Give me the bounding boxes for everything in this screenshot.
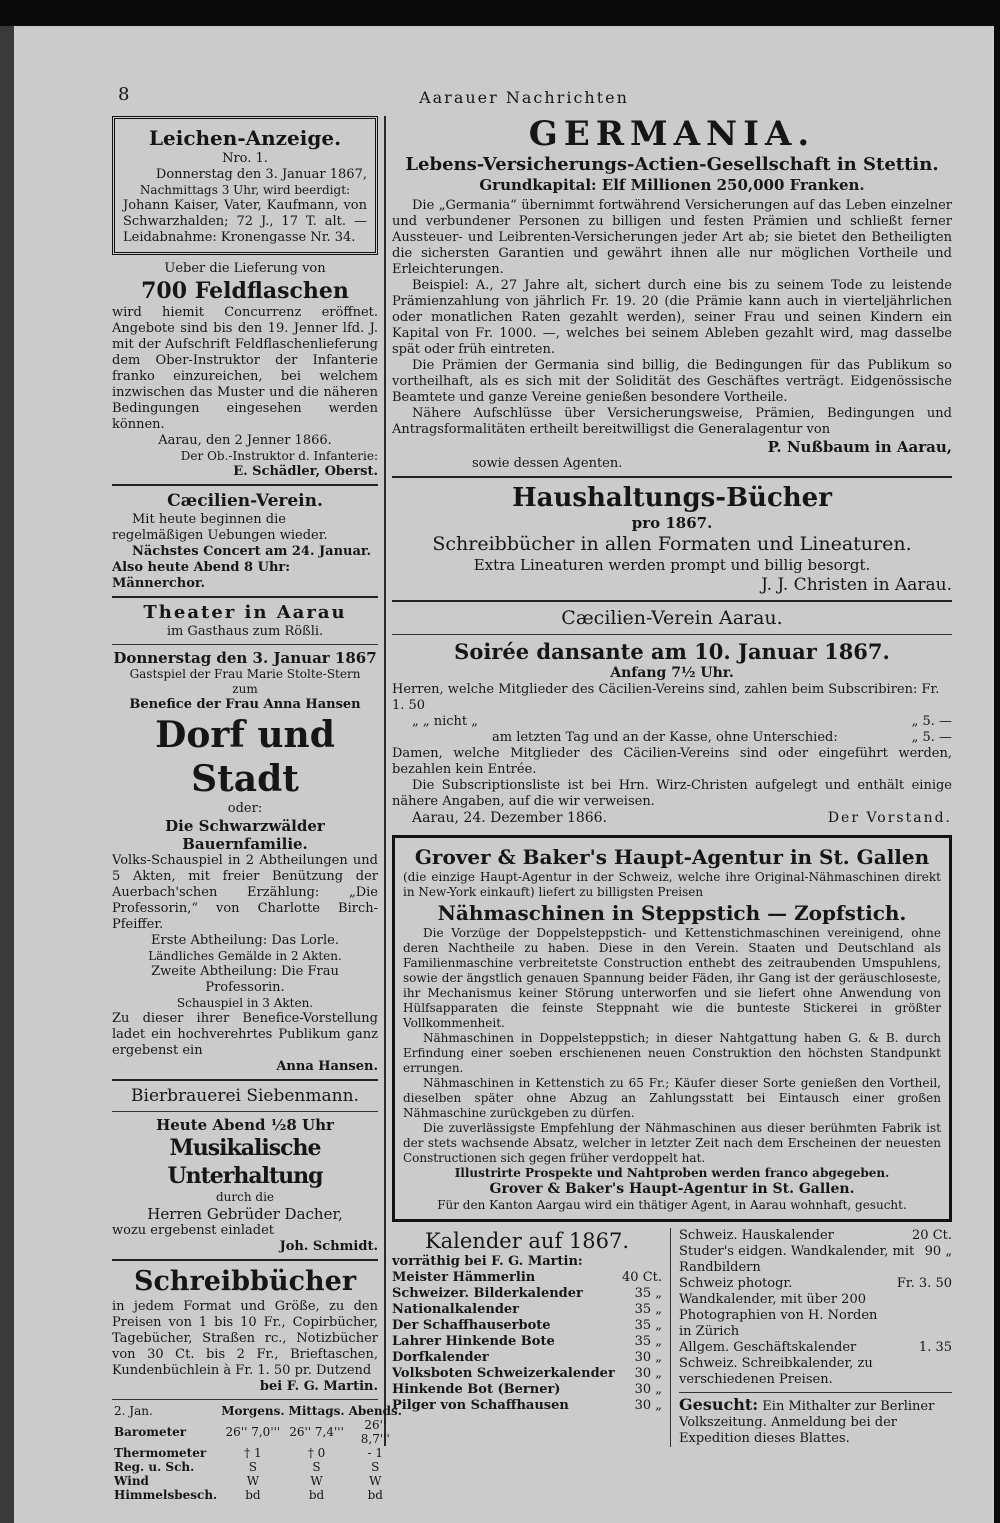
- weather-cell: S: [312, 1460, 321, 1474]
- germania-para-4: Nähere Aufschlüsse über Versicherungsweise, Prämien, Bedingungen und Antragsformalitäten ertheilt bereitwilligst die Generalagentur von: [392, 406, 952, 437]
- books-title: Schreibbücher: [133, 1266, 357, 1297]
- books-signature: bei F. G. Martin.: [259, 1379, 378, 1394]
- funeral-title: Leichen-Anzeige.: [148, 126, 342, 150]
- weather-row: [112, 1418, 404, 1446]
- calendar-item-name: Nationalkalender: [392, 1302, 520, 1317]
- theater-subtitle: im Gasthaus zum Rößli.: [166, 624, 324, 639]
- soiree-title: Soirée dansante am 10. Januar 1867.: [454, 639, 890, 664]
- weather-cell: W: [310, 1474, 323, 1488]
- grover-para-1: Die Vorzüge der Doppelsteppstich- und Kettenstichmaschinen vereinigend, ohne deren Nachtheile zu haben. Diese in den Verein. Staaten und Deutschland als Familienmaschine verbreitetste Construction enthebt des zeitraubenden Umspuhlens, sowie der ängstlich genauen Spannung beider Fäden, ihr Gang ist der geräuschloseste, ihr Mechanismus keiner Störung unterworfen und sie liefert ohne Anwendung von Hülfsapparaten die feinste Steppnaht wie die bunteste Stickerei in größter Vollkommenheit.: [403, 926, 941, 1030]
- funeral-notice: [112, 116, 378, 255]
- soiree-start: Anfang 7½ Uhr.: [610, 665, 734, 681]
- soiree-row-2: [392, 714, 952, 730]
- divider: [392, 634, 952, 635]
- wanted-text: Ein Mithalter zur Berliner Volkszeitung. Anmeldung bei der Expedition dieses Blattes.: [679, 1399, 935, 1446]
- germania-para-1: Die „Germania“ übernimmt fortwährend Versicherungen auf das Leben einzelner und verbundener Personen zu billigen und festen Prämien und schließt ferner Aussteuer- und Leibrenten-Versicherungen jeder Art ab; sie bietet den Betheiligten die sichersten Garantien und gewährt ihnen alle nur möglichen Vortheile und Erleichterungen.: [392, 198, 952, 277]
- right-column: [392, 114, 952, 1454]
- calendar-item-price: 40 Ct.: [622, 1270, 662, 1285]
- calendar-item-price: 30 „: [634, 1398, 662, 1413]
- page-number: 8: [118, 84, 130, 105]
- soiree-date: Aarau, 24. Dezember 1866.: [412, 810, 608, 826]
- calendar-item-name: Der Schaffhauserbote: [392, 1318, 551, 1333]
- calendar-item: [392, 1270, 662, 1286]
- weather-header: 2. Jan.: [114, 1404, 153, 1418]
- weather-cell: 26'' 8,7''': [360, 1418, 390, 1446]
- grover-intro: (die einzige Haupt-Agentur in der Schweiz, welche ihre Original-Nähmaschinen direkt in New-York einkauft) liefert zu billigsten Preisen: [403, 870, 941, 899]
- divider: [112, 1259, 378, 1261]
- calendar-item-price: 30 „: [634, 1366, 662, 1381]
- column-divider: [670, 1228, 671, 1447]
- calendar-item-price: Fr. 3. 50: [896, 1276, 952, 1291]
- divider: [679, 1392, 952, 1393]
- calendar-item: [679, 1244, 952, 1276]
- divider: [392, 476, 952, 478]
- theater-title: Theater in Aarau: [143, 602, 347, 623]
- brewery-title: Bierbrauerei Siebenmann.: [131, 1086, 359, 1106]
- calendar-item-name: Meister Hämmerlin: [392, 1270, 536, 1285]
- germania-signature: P. Nußbaum in Aarau,: [767, 438, 952, 456]
- soiree-row-3: [392, 730, 952, 746]
- calendar-item-name: Dorfkalender: [392, 1350, 489, 1365]
- soiree-row-3-price: „ 5. —: [911, 730, 952, 745]
- brewery-event: Musikalische Unterhaltung: [167, 1135, 323, 1189]
- calendar-item-name: Schweiz. Schreibkalender, zu verschiedenen Preisen.: [679, 1356, 873, 1387]
- column-divider: [384, 116, 386, 1446]
- germania-subtitle: Lebens-Versicherungs-Actien-Gesellschaft in Stettin.: [405, 154, 939, 175]
- calendar-item: [679, 1228, 952, 1244]
- theater-act-2: Zweite Abtheilung: Die Frau Professorin.: [151, 964, 339, 995]
- calendar-right: [679, 1228, 952, 1447]
- soiree-organizer: Cæcilien-Verein Aarau.: [561, 607, 783, 629]
- grover-para-4: Die zuverlässigste Empfehlung der Nähmaschinen aus dieser berühmten Fabrik ist der stets wachsende Absatz, welcher in letzter Zeit nach dem Erscheinen der neuesten Constructionen sich gegen früher verdoppelt hat.: [403, 1121, 941, 1165]
- divider: [112, 596, 378, 598]
- theater-date: Donnerstag den 3. Januar 1867: [113, 649, 377, 667]
- grover-title: Grover & Baker's Haupt-Agentur in St. Gallen: [414, 845, 930, 869]
- household-line-1: Schreibbücher in allen Formaten und Lineaturen.: [432, 533, 912, 555]
- caecilia-line-1: Mit heute beginnen die regelmäßigen Uebungen wieder.: [112, 512, 328, 543]
- theater-act-2-sub: Schauspiel in 3 Akten.: [176, 996, 314, 1010]
- divider: [112, 1111, 378, 1112]
- weather-cell: † 1: [244, 1446, 262, 1460]
- caecilia-title: Cæcilien-Verein.: [167, 491, 323, 511]
- theater-alt-title: Die Schwarzwälder Bauernfamilie.: [165, 817, 325, 853]
- weather-row: [112, 1474, 404, 1488]
- caecilia-line-2: Nächstes Concert am 24. Januar.: [132, 544, 372, 559]
- calendar-item-name: Schweiz photogr. Wandkalender, mit über 200 Photographien von H. Norden in Zürich: [679, 1276, 878, 1339]
- household-title: Haushaltungs-Bücher: [512, 483, 832, 513]
- calendar-item: [679, 1276, 952, 1340]
- weather-cell: Thermometer: [114, 1446, 207, 1460]
- weather-row: [112, 1460, 404, 1474]
- soiree-signature: Der Vorstand.: [827, 810, 952, 826]
- soiree-row-5: Die Subscriptionsliste ist bei Hrn. Wirz-Christen aufgelegt und enthält einige nähere Angaben, auf die wir verweisen.: [392, 778, 952, 809]
- calendar-item-name: Pilger von Schaffhausen: [392, 1398, 569, 1413]
- funeral-date: Donnerstag den 3. Januar 1867,: [155, 167, 367, 182]
- calendar-item-price: 30 „: [634, 1350, 662, 1365]
- germania-capital: Grundkapital: Elf Millionen 250,000 Franken.: [479, 176, 865, 194]
- weather-table: [112, 1404, 404, 1502]
- soiree-row-2-label: „ „ nicht „: [412, 714, 479, 729]
- theater-act-1: Erste Abtheilung: Das Lorle.: [151, 933, 339, 948]
- brewery-invite: wozu ergebenst einladet: [112, 1223, 275, 1238]
- calendar-item-name: Schweizer. Bilderkalender: [392, 1286, 583, 1301]
- calendar-item-name: Lahrer Hinkende Bote: [392, 1334, 555, 1349]
- calendar-item-name: Hinkende Bot (Berner): [392, 1382, 561, 1397]
- brewery-performers: Herren Gebrüder Dacher,: [147, 1205, 343, 1223]
- grover-para-2: Nähmaschinen in Doppelsteppstich; in dieser Nahtgattung haben G. & B. durch Erfindung einer soeben erschienenen neuen Construktion den höchsten Standpunkt errungen.: [403, 1031, 941, 1075]
- weather-cell: bd: [245, 1488, 261, 1502]
- calendar-list: [392, 1270, 662, 1414]
- calendar-item-name: Studer's eidgen. Wandkalender, mit Randbildern: [679, 1244, 915, 1275]
- weather-cell: W: [369, 1474, 382, 1488]
- calendar-item: [392, 1302, 662, 1318]
- weather-cell: Himmelsbesch.: [114, 1488, 218, 1502]
- grover-para-5: Illustrirte Prospekte und Nahtproben werden franco abgegeben.: [454, 1166, 890, 1180]
- household-signature: J. J. Christen in Aarau.: [761, 575, 952, 595]
- soiree-row-3-label: am letzten Tag und an der Kasse, ohne Unterschied:: [492, 730, 838, 745]
- weather-row: [112, 1488, 404, 1502]
- calendar-item: [392, 1382, 662, 1398]
- divider: [112, 1399, 378, 1400]
- calendar-item-price: 20 Ct.: [912, 1228, 952, 1243]
- calendar-item-price: 30 „: [634, 1382, 662, 1397]
- calendar-item: [392, 1334, 662, 1350]
- grover-footer: Für den Kanton Aargau wird ein thätiger Agent, in Aarau wohnhaft, gesucht.: [437, 1198, 907, 1212]
- funeral-text: Johann Kaiser, Vater, Kaufmann, von Schwarzhalden; 72 J., 17 T. alt. — Leidabnahme: Kronengasse Nr. 34.: [123, 198, 367, 245]
- soiree-row-1: Herren, welche Mitglieder des Cäcilien-Vereins sind, zahlen beim Subscribiren: Fr. 1. 50: [392, 682, 940, 713]
- calendar-left: [392, 1228, 662, 1447]
- theater-act-1-sub: Ländliches Gemälde in 2 Akten.: [148, 949, 342, 963]
- germania-title: GERMANIA.: [528, 114, 816, 154]
- calendar-item-price: 35 „: [634, 1286, 662, 1301]
- flasks-title: 700 Feldflaschen: [141, 278, 349, 304]
- calendar-item: [392, 1366, 662, 1382]
- weather-cell: S: [371, 1460, 380, 1474]
- grover-para-3: Nähmaschinen in Kettenstich zu 65 Fr.; Käufer dieser Sorte genießen den Vortheil, dieselben später ohne Abzug an Zahlungsstatt bei Eintausch einer großen Nähmaschine zurückgeben zu dürfen.: [403, 1076, 941, 1120]
- weather-cell: 26'' 7,0''': [225, 1425, 281, 1439]
- theater-guest: Gastspiel der Frau Marie Stolte-Stern: [129, 667, 361, 681]
- theater-zum: zum: [232, 682, 258, 696]
- germania-para-3: Die Prämien der Germania sind billig, die Bedingungen für das Publikum so vortheilhaft, als es sich mit der Solidität des Geschäftes verträgt. Eidgenössische Beamtete und ganze Vereine genießen besondere Vortheile.: [392, 358, 952, 405]
- brewery-durch: durch die: [215, 1190, 275, 1204]
- flasks-signature-title: Der Ob.-Instruktor d. Infanterie:: [180, 449, 378, 463]
- weather-cell: bd: [367, 1488, 383, 1502]
- left-column: [112, 114, 402, 1502]
- divider: [392, 600, 952, 602]
- newspaper-page: [14, 26, 994, 1523]
- soiree-footer: [392, 810, 952, 827]
- calendar-item-name: Allgem. Geschäftskalender: [679, 1340, 857, 1355]
- calendar-item: [679, 1356, 952, 1388]
- weather-row: [112, 1446, 404, 1460]
- calendar-item-price: [946, 1356, 952, 1388]
- calendar-item-name: Schweiz. Hauskalender: [679, 1228, 834, 1243]
- divider: [112, 1079, 378, 1081]
- flasks-intro: Ueber die Lieferung von: [164, 261, 326, 276]
- grover-signature: Grover & Baker's Haupt-Agentur in St. Gallen.: [489, 1181, 855, 1197]
- calendar-item: [392, 1350, 662, 1366]
- page-spine-shadow: [0, 26, 14, 1523]
- brewery-signature: Joh. Schmidt.: [279, 1239, 378, 1254]
- calendar-item-price: 35 „: [634, 1318, 662, 1333]
- calendar-item-price: 35 „: [634, 1334, 662, 1349]
- flasks-signature: E. Schädler, Oberst.: [233, 464, 378, 479]
- calendar-item: [679, 1340, 952, 1356]
- weather-cell: Barometer: [114, 1425, 187, 1439]
- divider: [112, 644, 378, 645]
- calendar-item: [392, 1286, 662, 1302]
- divider: [112, 484, 378, 486]
- weather-cell: S: [248, 1460, 257, 1474]
- calendar-item-price: 90 „: [924, 1244, 952, 1259]
- weather-header: Mittags.: [288, 1404, 345, 1418]
- germania-para-2: Beispiel: A., 27 Jahre alt, sichert durch eine bis zu seinem Tode zu leistende Prämienzahlung von jährlich Fr. 19. 20 (die Prämie kann auch in vierteljährlichen oder monatlichen Raten gezahlt werden), seiner Frau und seinen Kindern ein Kapital von Fr. 1000. —, welches bei seinem Ableben gezahlt wird, mag dasselbe spät oder früh eintreten.: [392, 278, 952, 357]
- theater-play-title: Dorf und Stadt: [155, 714, 335, 800]
- calendar-item: [392, 1398, 662, 1414]
- wanted-label: Gesucht:: [679, 1395, 759, 1414]
- weather-cell: † 0: [307, 1446, 326, 1460]
- calendar-subtitle: vorräthig bei F. G. Martin:: [392, 1254, 583, 1269]
- flasks-place: Aarau, den 2 Jenner 1866.: [158, 433, 332, 448]
- calendar-item: [392, 1318, 662, 1334]
- calendar-title: Kalender auf 1867.: [424, 1229, 630, 1253]
- books-body: in jedem Format und Größe, zu den Preisen von 1 bis 10 Fr., Copirbücher, Tagebücher, Straßen rc., Notizbücher von 30 Ct. bis 2 Fr., Brieftaschen, Kundenbüchlein à Fr. 1. 50 pr. Dutzend: [112, 1299, 378, 1378]
- brewery-when: Heute Abend ½8 Uhr: [156, 1116, 334, 1134]
- soiree-row-2-price: „ 5. —: [911, 714, 952, 729]
- theater-benefit: Benefice der Frau Anna Hansen: [129, 697, 361, 712]
- weather-cell: bd: [308, 1488, 325, 1502]
- calendar-list-2: [679, 1228, 952, 1388]
- theater-signature: Anna Hansen.: [276, 1059, 378, 1074]
- calendar-item-price: 35 „: [634, 1302, 662, 1317]
- wanted-ad: [679, 1397, 952, 1447]
- soiree-row-4: Damen, welche Mitglieder des Cäcilien-Vereins sind oder eingeführt werden, bezahlen kein Entrée.: [392, 746, 952, 777]
- theater-oder: oder:: [227, 801, 263, 816]
- weather-cell: Wind: [114, 1474, 149, 1488]
- germania-agents: sowie dessen Agenten.: [472, 456, 623, 471]
- calendar-item-name: Volksboten Schweizerkalender: [392, 1366, 615, 1381]
- weather-cell: - 1: [367, 1446, 384, 1460]
- flasks-body: wird hiemit Concurrenz eröffnet. Angebote sind bis den 19. Jenner lfd. J. mit der Aufschrift Feldflaschenlieferung dem Ober-Instruktor der Infanterie franko einzureichen, bei welchem inzwischen das Muster und die näheren Bedingungen eingesehen werden können.: [112, 305, 378, 432]
- weather-cell: W: [246, 1474, 260, 1488]
- weather-cell: Reg. u. Sch.: [114, 1460, 195, 1474]
- theater-description: Volks-Schauspiel in 2 Abtheilungen und 5 Akten, mit freier Benützung der Auerbach'schen Erzählung: „Die Professorin,“ von Charlotte Birch-Pfeiffer.: [112, 853, 378, 932]
- weather-cell: 26'' 7,4''': [289, 1425, 344, 1439]
- funeral-number: Nro. 1.: [222, 151, 268, 166]
- weather-header: Morgens.: [221, 1404, 285, 1418]
- household-year: pro 1867.: [631, 514, 713, 532]
- caecilia-line-3: Also heute Abend 8 Uhr: Männerchor.: [112, 560, 291, 591]
- household-line-2: Extra Lineaturen werden prompt und billig besorgt.: [473, 556, 871, 574]
- calendar-item-price: 1. 35: [918, 1340, 952, 1355]
- page-header: Aarauer Nachrichten: [419, 88, 629, 107]
- weather-header: Abends.: [348, 1404, 402, 1418]
- grover-ad: [392, 835, 952, 1222]
- grover-machine: Nähmaschinen in Steppstich — Zopfstich.: [437, 901, 907, 925]
- funeral-time: Nachmittags 3 Uhr, wird beerdigt:: [139, 183, 351, 197]
- calendar-section: [392, 1228, 952, 1447]
- theater-invite: Zu dieser ihrer Benefice-Vorstellung ladet ein hochverehrtes Publikum ganz ergebenst ein: [112, 1011, 378, 1058]
